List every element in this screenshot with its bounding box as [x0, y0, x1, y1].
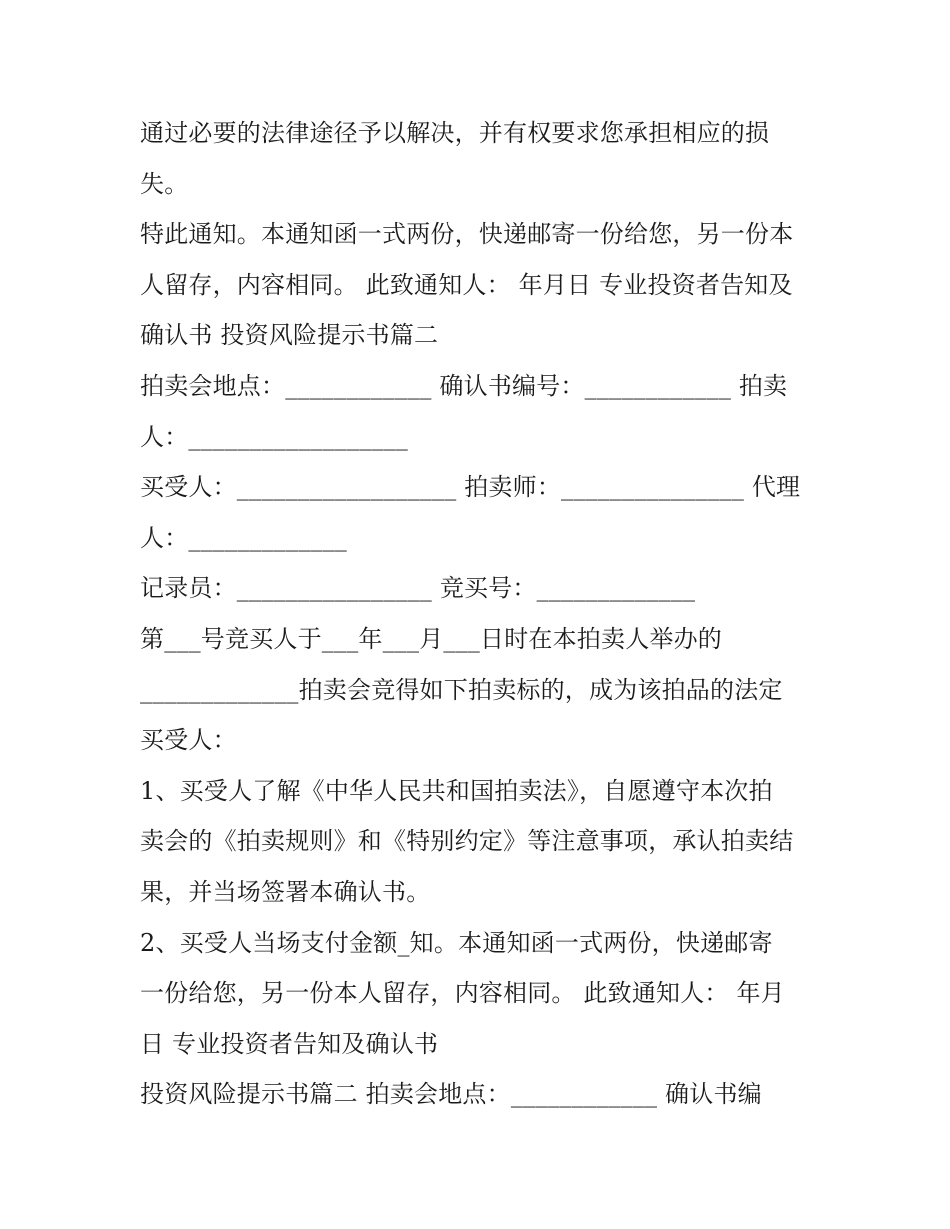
- document-body: [140, 108, 830, 1120]
- text-line: 1、买受人了解《中华人民共和国拍卖法》，自愿遵守本次拍: [140, 776, 773, 805]
- text-line: 特此通知。本通知函一式两份，快递邮寄一份给您，另一份本: [140, 220, 794, 249]
- text-line: 果，并当场签署本确认书。: [140, 877, 431, 906]
- text-line: _____________拍卖会竞得如下拍卖标的，成为该拍品的法定: [140, 675, 783, 704]
- text-line: 人：_____________: [140, 523, 347, 552]
- text-line: 记录员：________________ 竞买号：_____________: [140, 574, 696, 603]
- text-line: 通过必要的法律途径予以解决，并有权要求您承担相应的损: [140, 119, 770, 147]
- text-line: 投资风险提示书篇二 拍卖会地点：____________ 确认书编: [140, 1080, 762, 1109]
- text-line: 人：__________________: [140, 422, 408, 451]
- text-line: 一份给您，另一份本人留存，内容相同。 此致通知人： 年月: [140, 979, 785, 1008]
- text-line: 第___号竞买人于___年___月___日时在本拍卖人举办的: [140, 624, 722, 653]
- text-line: 人留存，内容相同。 此致通知人： 年月日 专业投资者告知及: [140, 270, 793, 299]
- text-line: 日 专业投资者告知及确认书: [140, 1029, 439, 1058]
- text-line: 确认书 投资风险提示书篇二: [140, 321, 439, 350]
- text-line: 2、买受人当场支付金额_知。本通知函一式两份，快递邮寄: [140, 928, 773, 957]
- text-line: 卖会的《拍卖规则》和《特别约定》等注意事项，承认拍卖结: [140, 827, 794, 856]
- text-line: 失。: [140, 169, 189, 198]
- text-line: 拍卖会地点：____________ 确认书编号：____________ 拍卖: [140, 371, 788, 400]
- text-line: 买受人：: [140, 726, 237, 755]
- text-line: 买受人：__________________ 拍卖师：_______________ 代理: [140, 473, 801, 502]
